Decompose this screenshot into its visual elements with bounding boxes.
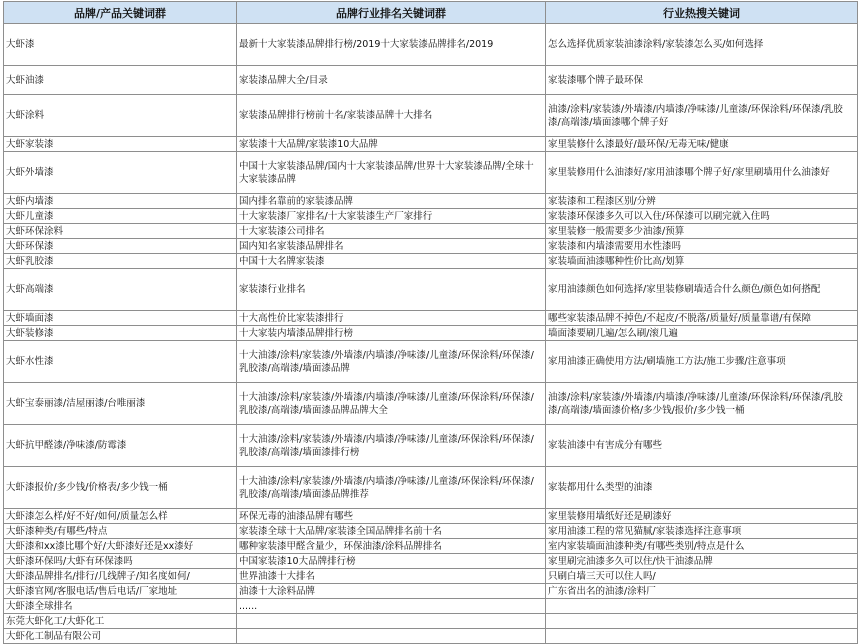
table-row [4, 524, 858, 539]
cell-brand-ranking[interactable] [237, 629, 546, 644]
table-row [4, 24, 858, 66]
table-row [4, 269, 858, 311]
cell-hot-search[interactable]: 家用油漆正确使用方法/刷墙施工方法/施工步骤/注意事项 [546, 341, 858, 383]
cell-hot-search[interactable]: 家里装修用什么油漆好/家用油漆哪个牌子好/家里刷墙用什么油漆好 [546, 152, 858, 194]
header-hot-search-keywords[interactable]: 行业热搜关键词 [546, 2, 858, 24]
cell-brand-ranking[interactable]: ...... [237, 599, 546, 614]
cell-brand-product[interactable]: 大虾抗甲醛漆/净味漆/防霉漆 [4, 425, 237, 467]
cell-hot-search[interactable]: 家装油漆中有害成分有哪些 [546, 425, 858, 467]
header-brand-ranking-keywords[interactable]: 品牌行业排名关键词群 [237, 2, 546, 24]
table-row [4, 209, 858, 224]
header-row [4, 2, 858, 24]
cell-brand-ranking[interactable]: 十大家装内墙漆品牌排行榜 [237, 326, 546, 341]
cell-hot-search[interactable]: 家装漆和内墙漆需要用水性漆吗 [546, 239, 858, 254]
cell-hot-search[interactable]: 广东省出名的油漆/涂料厂 [546, 584, 858, 599]
cell-brand-ranking[interactable]: 国内知名家装漆品牌排名 [237, 239, 546, 254]
cell-brand-product[interactable]: 大虾外墙漆 [4, 152, 237, 194]
table-row [4, 341, 858, 383]
table-row [4, 599, 858, 614]
cell-brand-product[interactable]: 大虾漆怎么样/好不好/如何/质量怎么样 [4, 509, 237, 524]
cell-brand-product[interactable]: 大虾乳胶漆 [4, 254, 237, 269]
cell-hot-search[interactable]: 室内家装墙面油漆种类/有哪些类别/特点是什么 [546, 539, 858, 554]
cell-brand-ranking[interactable]: 世界油漆十大排名 [237, 569, 546, 584]
cell-brand-ranking[interactable]: 家装漆品牌大全/目录 [237, 66, 546, 95]
table-row [4, 326, 858, 341]
keyword-sheet [3, 1, 857, 644]
cell-hot-search[interactable]: 家装都用什么类型的油漆 [546, 467, 858, 509]
cell-hot-search[interactable]: 油漆/涂料/家装漆/外墙漆/内墙漆/净味漆/儿童漆/环保涂料/环保漆/乳胶漆/高端漆/墙面漆哪个牌子好 [546, 95, 858, 137]
cell-brand-ranking[interactable]: 家装漆全球十大品牌/家装漆全国品牌排名前十名 [237, 524, 546, 539]
cell-brand-product[interactable]: 大虾家装漆 [4, 137, 237, 152]
cell-brand-product[interactable]: 大虾漆官网/客服电话/售后电话/厂家地址 [4, 584, 237, 599]
cell-brand-product[interactable]: 大虾漆品牌排名/排行/几线牌子/知名度如何/ [4, 569, 237, 584]
cell-brand-product[interactable]: 大虾漆全球排名 [4, 599, 237, 614]
cell-brand-product[interactable]: 大虾化工制品有限公司 [4, 629, 237, 644]
cell-brand-ranking[interactable]: 油漆十大涂料品牌 [237, 584, 546, 599]
cell-brand-product[interactable]: 大虾装修漆 [4, 326, 237, 341]
cell-brand-product[interactable]: 大虾儿童漆 [4, 209, 237, 224]
cell-hot-search[interactable]: 家用油漆工程的常见猫腻/家装漆选择注意事项 [546, 524, 858, 539]
cell-brand-ranking[interactable]: 环保无毒的油漆品牌有哪些 [237, 509, 546, 524]
cell-brand-ranking[interactable]: 十大油漆/涂料/家装漆/外墙漆/内墙漆/净味漆/儿童漆/环保涂料/环保漆/乳胶漆/高端漆/墙面漆品牌品牌大全 [237, 383, 546, 425]
cell-hot-search[interactable]: 家装漆和工程漆区别/分辨 [546, 194, 858, 209]
cell-brand-product[interactable]: 大虾漆种类/有哪些/特点 [4, 524, 237, 539]
cell-hot-search[interactable]: 哪些家装漆品牌不掉色/不起皮/不脱落/质量好/质量靠谱/有保障 [546, 311, 858, 326]
cell-brand-product[interactable]: 大虾环保漆 [4, 239, 237, 254]
table-row [4, 137, 858, 152]
cell-hot-search[interactable]: 家里装修什么漆最好/最环保/无毒无味/健康 [546, 137, 858, 152]
cell-brand-product[interactable]: 东莞大虾化工/大虾化工 [4, 614, 237, 629]
cell-hot-search[interactable]: 怎么选择优质家装油漆涂料/家装漆怎么买/如何选择 [546, 24, 858, 66]
cell-hot-search[interactable]: 家里刷完油漆多久可以住/快干油漆品牌 [546, 554, 858, 569]
table-row [4, 254, 858, 269]
cell-hot-search[interactable]: 家装漆环保漆多久可以入住/环保漆可以刷完就入住吗 [546, 209, 858, 224]
cell-brand-ranking[interactable]: 家装漆行业排名 [237, 269, 546, 311]
cell-brand-ranking[interactable]: 家装漆品牌排行榜前十名/家装漆品牌十大排名 [237, 95, 546, 137]
cell-brand-product[interactable]: 大虾漆报价/多少钱/价格表/多少钱一桶 [4, 467, 237, 509]
header-brand-product-keywords[interactable]: 品牌/产品关键词群 [4, 2, 237, 24]
table-row [4, 425, 858, 467]
cell-brand-ranking[interactable]: 十大油漆/涂料/家装漆/外墙漆/内墙漆/净味漆/儿童漆/环保涂料/环保漆/乳胶漆/高端漆/墙面漆品牌推荐 [237, 467, 546, 509]
table-row [4, 152, 858, 194]
cell-hot-search[interactable]: 只刷白墙三天可以住人吗/ [546, 569, 858, 584]
cell-hot-search[interactable]: 家用油漆颜色如何选择/家里装修刷墙适合什么颜色/颜色如何搭配 [546, 269, 858, 311]
table-row [4, 224, 858, 239]
table-body [4, 24, 858, 644]
cell-brand-ranking[interactable]: 国内排名靠前的家装漆品牌 [237, 194, 546, 209]
cell-hot-search[interactable]: 家装墙面油漆哪种性价比高/划算 [546, 254, 858, 269]
cell-hot-search[interactable] [546, 614, 858, 629]
cell-brand-ranking[interactable]: 十大高性价比家装漆排行 [237, 311, 546, 326]
cell-hot-search[interactable]: 家里装修用墙纸好还是刷漆好 [546, 509, 858, 524]
cell-brand-ranking[interactable]: 十大家装漆厂家排名/十大家装漆生产厂家排行 [237, 209, 546, 224]
table-row [4, 509, 858, 524]
cell-hot-search[interactable]: 家装漆哪个牌子最环保 [546, 66, 858, 95]
cell-brand-product[interactable]: 大虾水性漆 [4, 341, 237, 383]
table-row [4, 383, 858, 425]
cell-brand-ranking[interactable]: 家装漆十大品牌/家装漆10大品牌 [237, 137, 546, 152]
table-row [4, 614, 858, 629]
cell-brand-product[interactable]: 大虾漆环保吗/大虾有环保漆吗 [4, 554, 237, 569]
cell-brand-ranking[interactable]: 中国十大家装漆品牌/国内十大家装漆品牌/世界十大家装漆品牌/全球十大家装漆品牌 [237, 152, 546, 194]
table-row [4, 629, 858, 644]
cell-brand-product[interactable]: 大虾内墙漆 [4, 194, 237, 209]
cell-hot-search[interactable] [546, 599, 858, 614]
cell-hot-search[interactable]: 家里装修一般需要多少油漆/预算 [546, 224, 858, 239]
cell-brand-product[interactable]: 大虾高端漆 [4, 269, 237, 311]
cell-hot-search[interactable]: 墙面漆要刷几遍/怎么刷/滚几遍 [546, 326, 858, 341]
cell-brand-ranking[interactable]: 中国家装漆10大品牌排行榜 [237, 554, 546, 569]
cell-brand-ranking[interactable]: 哪种家装漆甲醛含量少，环保油漆/涂料品牌排名 [237, 539, 546, 554]
table-row [4, 95, 858, 137]
cell-brand-ranking[interactable] [237, 614, 546, 629]
cell-brand-ranking[interactable]: 中国十大名牌家装漆 [237, 254, 546, 269]
cell-hot-search[interactable] [546, 629, 858, 644]
keyword-table [3, 1, 858, 644]
cell-brand-product[interactable]: 大虾环保涂料 [4, 224, 237, 239]
table-row [4, 569, 858, 584]
cell-brand-product[interactable]: 大虾涂料 [4, 95, 237, 137]
cell-brand-ranking[interactable]: 十大家装漆公司排名 [237, 224, 546, 239]
table-row [4, 239, 858, 254]
cell-brand-ranking[interactable]: 十大油漆/涂料/家装漆/外墙漆/内墙漆/净味漆/儿童漆/环保涂料/环保漆/乳胶漆/高端漆/墙面漆排行榜 [237, 425, 546, 467]
table-row [4, 467, 858, 509]
cell-brand-product[interactable]: 大虾墙面漆 [4, 311, 237, 326]
table-row [4, 194, 858, 209]
table-row [4, 584, 858, 599]
cell-hot-search[interactable]: 油漆/涂料/家装漆/外墙漆/内墙漆/净味漆/儿童漆/环保涂料/环保漆/乳胶漆/高端漆/墙面漆价格/多少钱/报价/多少钱一桶 [546, 383, 858, 425]
cell-brand-ranking[interactable]: 最新十大家装漆品牌排行榜/2019十大家装漆品牌排名/2019 [237, 24, 546, 66]
cell-brand-ranking[interactable]: 十大油漆/涂料/家装漆/外墙漆/内墙漆/净味漆/儿童漆/环保涂料/环保漆/乳胶漆/高端漆/墙面漆品牌 [237, 341, 546, 383]
table-row [4, 311, 858, 326]
cell-brand-product[interactable]: 大虾漆 [4, 24, 237, 66]
cell-brand-product[interactable]: 大虾漆和xx漆比哪个好/大虾漆好还是xx漆好 [4, 539, 237, 554]
cell-brand-product[interactable]: 大虾宝泰丽漆/洁屋丽漆/台唯丽漆 [4, 383, 237, 425]
table-row [4, 539, 858, 554]
cell-brand-product[interactable]: 大虾油漆 [4, 66, 237, 95]
table-row [4, 554, 858, 569]
table-row [4, 66, 858, 95]
